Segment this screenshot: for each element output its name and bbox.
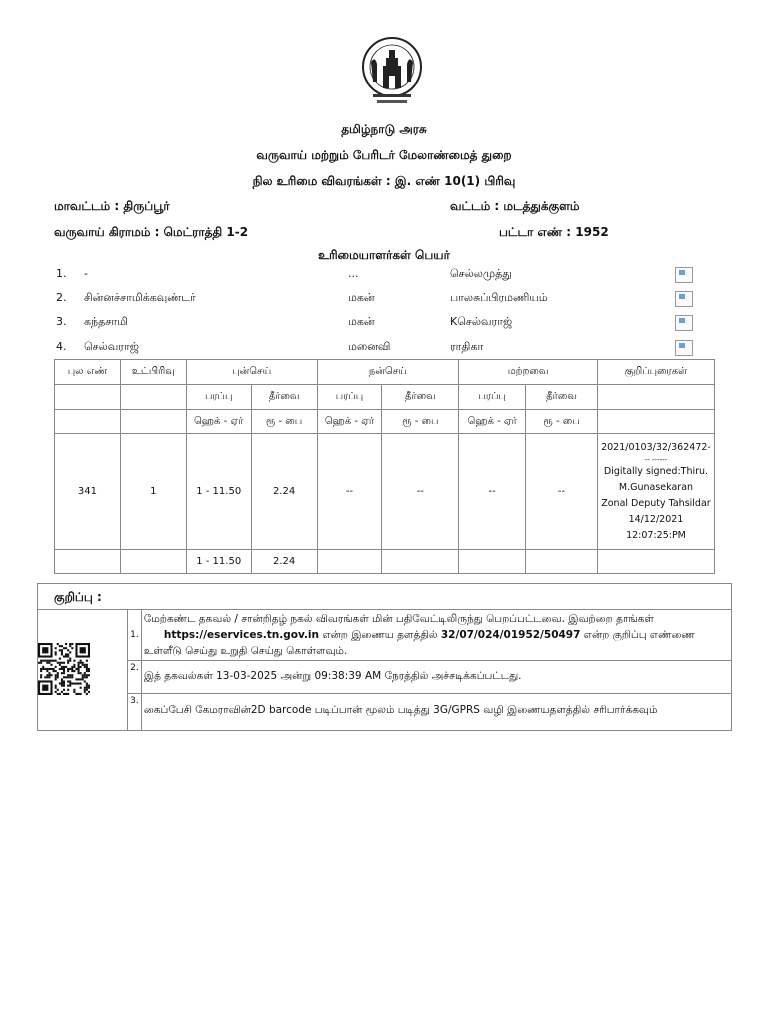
survey-number-cell: 341 [55,434,121,550]
header-survey-number: புல எண் [55,360,121,385]
header-punjai: புன்செய் [186,360,317,385]
note-item: இத் தகவல்கள் 13-03-2025 அன்று 09:38:39 AM நேரத்தில் அச்சடிக்கப்பட்டது. [141,661,731,694]
note-number: 1. [127,610,141,661]
unit-area: ஹெக் - ஏர் [317,410,382,434]
note-title: குறிப்பு : [38,584,732,610]
owner-relation: மனைவி [348,340,391,353]
owner-name: செல்வராஜ் [84,340,139,353]
tamil-nadu-emblem [361,36,423,110]
header-remarks: குறிப்புரைகள் [597,360,714,385]
header-subdivision: உட்பிரிவு [120,360,186,385]
header-other: மற்றவை [459,360,598,385]
broken-image-icon [675,315,693,331]
unit-tax: ரூ - பை [526,410,598,434]
owners-title: உரிமையாளர்கள் பெயர் [318,248,450,262]
department-title: வருவாய் மற்றும் பேரிடர் மேலாண்மைத் துறை [256,148,512,162]
unit-area: ஹெக் - ஏர் [459,410,526,434]
reference-number: 32/07/024/01952/50497 [440,629,581,641]
punjai-tax-cell: 2.24 [251,434,317,550]
land-details-table [54,359,715,574]
note-number: 2. [127,661,141,694]
owner-name: கந்தசாமி [84,315,128,328]
broken-image-icon [675,291,693,307]
total-punjai-tax: 2.24 [251,550,317,574]
owner-relative: ராதிகா [450,340,484,353]
owner-relative: பாலசுப்பிரமணியம் [450,291,548,304]
owner-number: 4. [56,340,67,353]
unit-area: ஹெக் - ஏர் [186,410,251,434]
owner-relative: செல்லமுத்து [450,267,512,280]
government-title: தமிழ்நாடு அரசு [341,122,427,136]
verification-url[interactable]: https://eservices.tn.gov.in [163,629,320,641]
total-punjai-area: 1 - 11.50 [186,550,251,574]
broken-image-icon [675,267,693,283]
header-area: பரப்பு [459,385,526,410]
owner-number: 2. [56,291,67,304]
header-area: பரப்பு [186,385,251,410]
owner-relative: Kசெல்வராஜ் [450,315,513,328]
subdivision-cell: 1 [120,434,186,550]
header-tax: தீர்வை [526,385,598,410]
owner-name: - [84,267,88,280]
notes-table [37,583,732,731]
note-number: 3. [127,694,141,731]
remarks-line: 12:07:25:PM [626,529,686,541]
document-title: நில உரிமை விவரங்கள் : இ. எண் 10(1) பிரிவு [252,174,516,188]
remarks-line: Zonal Deputy Tahsildar [601,497,711,509]
note-item: கைப்பேசி கேமராவின்2D barcode படிப்பான் மூலம் படித்து 3G/GPRS வழி இணையதளத்தில் சரிபார்க்கவும் [141,694,731,731]
nanjai-area-cell: -- [317,434,382,550]
note-line: உள்ளீடு செய்து உறுதி செய்து கொள்ளவும். [143,645,348,657]
qr-code-icon [38,642,90,696]
header-area: பரப்பு [317,385,382,410]
district-label: மாவட்டம் : திருப்பூர் [54,199,170,213]
punjai-area-cell: 1 - 11.50 [186,434,251,550]
remarks-cell [597,434,714,550]
unit-tax: ரூ - பை [382,410,459,434]
unit-tax: ரூ - பை [251,410,317,434]
header-nanjai: நன்செய் [317,360,459,385]
owner-number: 1. [56,267,67,280]
table-row [55,434,715,550]
broken-image-icon [675,340,693,356]
qr-cell [38,610,128,731]
remarks-line: M.Gunasekaran [618,481,694,493]
header-tax: தீர்வை [251,385,317,410]
owner-relation: மகன் [348,315,375,328]
remarks-line: Digitally signed:Thiru. [603,465,709,477]
other-area-cell: -- [459,434,526,550]
total-row [55,550,715,574]
other-tax-cell: -- [526,434,598,550]
owner-number: 3. [56,315,67,328]
owner-relation: ... [348,267,359,280]
nanjai-tax-cell: -- [382,434,459,550]
remarks-line: 14/12/2021 [628,513,684,525]
remarks-line: 2021/0103/32/362472- [601,441,711,453]
patta-label: பட்டா எண் : 1952 [499,225,609,239]
taluk-label: வட்டம் : மடத்துக்குளம் [450,199,580,213]
remarks-line: -- ------ [644,455,668,464]
header-tax: தீர்வை [382,385,459,410]
owner-name: சின்னச்சாமிக்கவுண்டர் [84,291,196,304]
owner-relation: மகன் [348,291,375,304]
note-line: மேற்கண்ட தகவல் / சான்றிதழ் நகல் விவரங்கள் மின் பதிவேட்டிலிருந்து பெறப்பட்டவை. இவற்றை தாங்கள் [143,613,654,625]
note-item: மேற்கண்ட தகவல் / சான்றிதழ் நகல் விவரங்கள் மின் பதிவேட்டிலிருந்து பெறப்பட்டவை. இவற்றை தாங்கள் https://eservices.tn.gov.in என்ற இணைய தளத்தில் 32/07/024/01952/50497 என்ற குறிப்பு எண்ணை உள்ளீடு செய்து உறுதி செய்து கொள்ளவும். [141,610,731,661]
village-label: வருவாய் கிராமம் : மெட்ராத்தி 1-2 [54,225,249,239]
